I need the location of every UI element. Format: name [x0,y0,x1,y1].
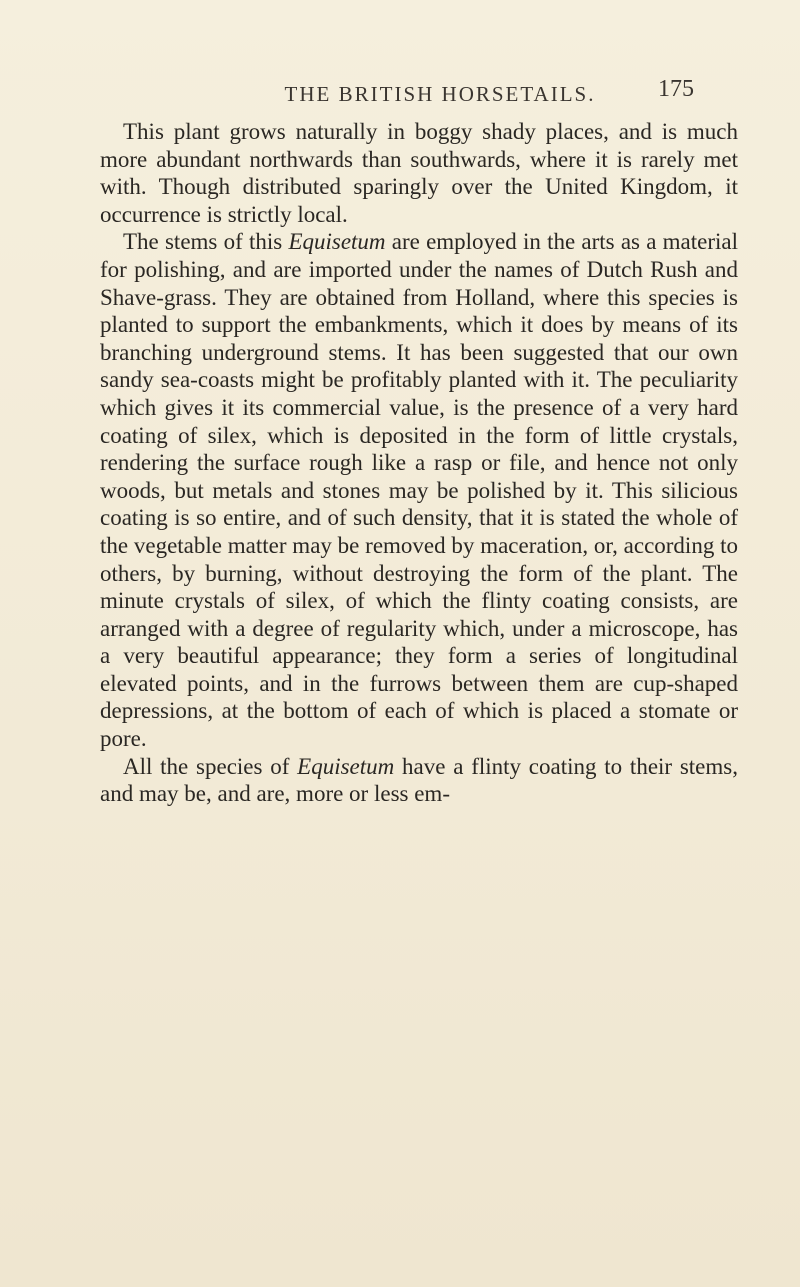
paragraph-2-text-start: The stems of this [123,229,289,255]
page-number: 175 [658,76,694,102]
paragraph-1 [100,118,738,228]
paragraph-3 [100,753,738,808]
running-title: THE BRITISH HORSETAILS. [284,82,596,106]
paragraph-2-text-end: are employed in the arts as a material for polishing, and are imported under the names of Dutch Rush and Shave-grass. They are obtained from Holland, where this species is planted to support the embankments, which it does by means of its branching underground stems. It has been suggested that our own sandy sea-coasts might be profitably planted with it. The peculiarity which gives it its commercial value, is the presence of a very hard coating of silex, which is deposited in the form of little crystals, rendering the surface rough like a rasp or file, and hence not only woods, but metals and stones may be polished by it. This silicious coating is so entire, and of such density, that it is stated the whole of the vegetable matter may be removed by maceration, or, according to others, by burning, without destroying the form of the plant. The minute crystals of silex, of which the flinty coating consists, are arranged with a degree of regularity which, under a microscope, has a very beautiful appearance; they form a series of longitudinal elevated points, and in the furrows between them are cup-shaped depressions, at the bottom of each of which is placed a stomate or pore. [100,229,739,752]
body-text [100,118,738,808]
paragraph-2 [100,228,738,752]
paragraph-3-text-start: All the species of [123,753,298,779]
paragraph-1-text: This plant grows naturally in boggy shady places, and is much more abundant northwards than southwards, where it is rarely met with. Though distributed sparingly over the United Kingdom, it occurrence is strictly local. [100,119,738,227]
paragraph-3-genus-name: Equisetum [297,753,395,779]
paragraph-3-text-end: have a flinty coating to their stems, and may be, and are, more or less em- [100,753,738,807]
paragraph-2-genus-name: Equisetum [288,229,386,255]
